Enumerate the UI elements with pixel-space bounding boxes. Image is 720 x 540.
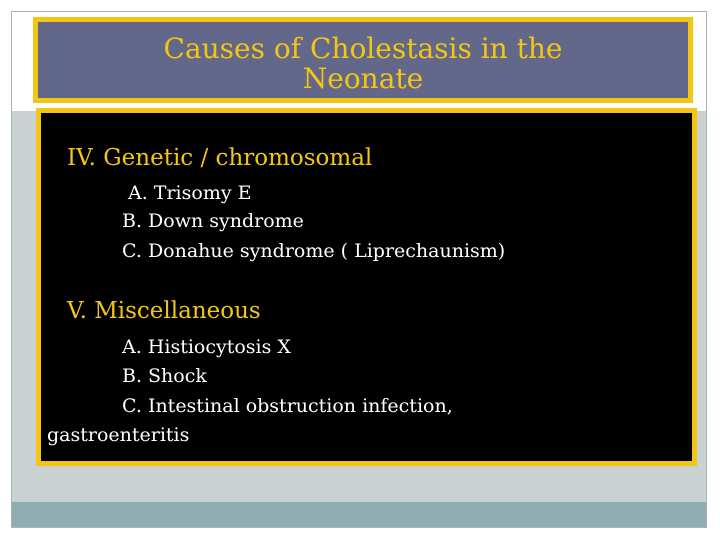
list-item: A. Histiocytosis X (122, 336, 291, 358)
list-item: gastroenteritis (47, 424, 190, 446)
list-item: B. Down syndrome (122, 210, 304, 232)
list-item: C. Intestinal obstruction infection, (122, 395, 453, 417)
slide-title-box (33, 17, 693, 103)
list-item: C. Donahue syndrome ( Liprechaunism) (122, 240, 506, 262)
list-item: B. Shock (122, 365, 207, 387)
list-item: A. Trisomy E (128, 182, 252, 204)
section-heading-genetic: IV. Genetic / chromosomal (67, 145, 373, 171)
slide-title: Causes of Cholestasis in the Neonate (163, 32, 563, 95)
slide-footer-bar (12, 502, 706, 527)
section-heading-miscellaneous: V. Miscellaneous (67, 298, 261, 324)
